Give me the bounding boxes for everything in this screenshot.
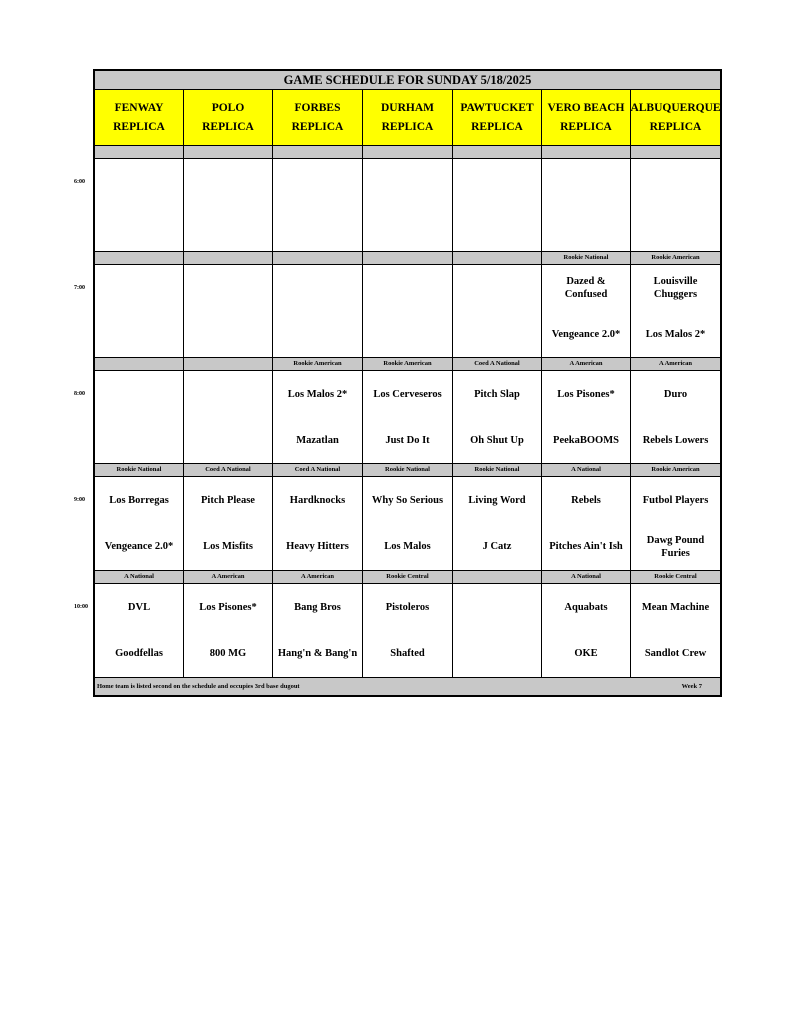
footer-note: Home team is listed second on the schedule and occupies 3rd base dugout	[97, 683, 300, 690]
home-team: Oh Shut Up	[470, 434, 524, 446]
game-cell	[631, 584, 720, 678]
home-team	[226, 311, 230, 357]
schedule-footer	[95, 678, 720, 695]
away-team	[316, 265, 320, 311]
division-label	[273, 146, 363, 159]
division-label: Rookie American	[273, 358, 363, 371]
field-sub: REPLICA	[381, 121, 434, 134]
division-label	[95, 146, 184, 159]
home-team: Just Do It	[385, 434, 430, 446]
game-cell	[542, 584, 631, 678]
division-label	[95, 252, 184, 265]
away-team: Los Malos 2*	[287, 388, 348, 400]
division-band-row	[95, 146, 720, 159]
away-team: Pitch Slap	[474, 388, 520, 400]
game-cell	[273, 477, 363, 571]
schedule-table	[93, 69, 722, 697]
game-cell	[631, 371, 720, 464]
division-band-row	[95, 571, 720, 584]
division-label: A American	[273, 571, 363, 584]
home-team: Goodfellas	[115, 648, 163, 660]
division-label: Rookie National	[542, 252, 631, 265]
away-team: Los Cerveseros	[373, 388, 442, 400]
away-team: Living Word	[468, 494, 526, 506]
home-team	[226, 205, 230, 251]
game-cell	[95, 159, 184, 252]
home-team	[137, 205, 141, 251]
game-cell	[453, 371, 542, 464]
away-team	[316, 159, 320, 205]
field-header-row	[95, 90, 720, 146]
game-cell	[363, 477, 453, 571]
home-team: Vengeance 2.0*	[104, 541, 174, 553]
away-team: Los Borregas	[109, 494, 169, 506]
division-label: Rookie National	[95, 464, 184, 477]
away-team	[495, 159, 499, 205]
field-name: VERO BEACH	[547, 101, 625, 114]
time-label: 10:00	[74, 604, 88, 610]
division-label: Coed A National	[453, 358, 542, 371]
away-team: Why So Serious	[371, 494, 444, 506]
division-label	[363, 252, 453, 265]
division-label: Rookie National	[453, 464, 542, 477]
field-name: PAWTUCKET	[460, 101, 534, 114]
game-cell	[273, 265, 363, 358]
division-label: Coed A National	[273, 464, 363, 477]
division-label: A American	[184, 571, 273, 584]
game-cell	[184, 159, 273, 252]
division-label	[453, 252, 542, 265]
division-label	[542, 146, 631, 159]
away-team: Futbol Players	[642, 494, 709, 506]
division-label: Rookie American	[363, 358, 453, 371]
division-label: A American	[631, 358, 720, 371]
home-team	[316, 311, 320, 357]
field-sub: REPLICA	[113, 121, 165, 134]
division-label	[184, 358, 273, 371]
away-team: Rebels	[571, 494, 601, 506]
game-cell	[631, 477, 720, 571]
field-sub: REPLICA	[291, 121, 344, 134]
division-label	[273, 252, 363, 265]
home-team	[406, 311, 410, 357]
division-band-row	[95, 358, 720, 371]
away-team: Bang Bros	[294, 601, 341, 613]
field-header-cell	[631, 90, 720, 146]
home-team: Vengeance 2.0*	[551, 328, 621, 340]
field-header-cell	[273, 90, 363, 146]
game-cell	[363, 265, 453, 358]
game-cell	[542, 159, 631, 252]
game-cell	[95, 477, 184, 571]
game-cell	[363, 371, 453, 464]
home-team	[495, 311, 499, 357]
time-label: 6:00	[74, 179, 85, 185]
away-team: Dazed & Confused	[564, 276, 608, 300]
home-team: Hang'n & Bang'n	[277, 648, 358, 660]
game-cell	[184, 265, 273, 358]
schedule-title: GAME SCHEDULE FOR SUNDAY 5/18/2025	[95, 71, 720, 90]
away-team	[226, 265, 230, 311]
away-team: Louisville Chuggers	[653, 276, 698, 300]
game-cell	[184, 371, 273, 464]
division-label: A National	[542, 464, 631, 477]
division-band-row	[95, 252, 720, 265]
game-cell	[184, 477, 273, 571]
time-slot-row	[95, 584, 720, 678]
away-team	[226, 159, 230, 205]
home-team: Pitches Ain't Ish	[549, 541, 623, 553]
home-team	[674, 205, 678, 251]
home-team: Dawg Pound Furies	[646, 534, 705, 559]
home-team: PeekaBOOMS	[553, 434, 619, 446]
away-team: DVL	[127, 601, 151, 613]
away-team	[495, 584, 499, 631]
away-team: Los Pisones*	[199, 601, 257, 613]
home-team	[137, 311, 141, 357]
field-name: POLO	[211, 101, 245, 114]
game-cell	[453, 584, 542, 678]
home-team: Mazatlan	[296, 434, 339, 446]
game-cell	[184, 584, 273, 678]
division-label	[363, 146, 453, 159]
time-slot-row	[95, 265, 720, 358]
field-header-cell	[453, 90, 542, 146]
home-team	[226, 417, 230, 463]
home-team	[584, 205, 588, 251]
away-team: Mean Machine	[641, 601, 710, 613]
home-team: Shafted	[390, 648, 425, 660]
division-label	[631, 146, 720, 159]
home-team: Los Misfits	[203, 541, 253, 553]
game-cell	[273, 159, 363, 252]
away-team: Los Pisones*	[557, 388, 615, 400]
time-slot-row	[95, 477, 720, 571]
away-team	[674, 159, 678, 205]
game-cell	[631, 265, 720, 358]
division-label: A National	[95, 571, 184, 584]
field-name: ALBUQUERQUE	[630, 101, 721, 114]
game-cell	[273, 371, 363, 464]
home-team	[495, 205, 499, 251]
away-team: Duro	[663, 388, 688, 400]
game-cell	[95, 371, 184, 464]
division-label: Rookie Central	[363, 571, 453, 584]
away-team	[406, 159, 410, 205]
division-label: A American	[542, 358, 631, 371]
field-header-cell	[363, 90, 453, 146]
home-team: Los Malos	[384, 541, 431, 553]
division-label: Rookie National	[363, 464, 453, 477]
away-team	[137, 371, 141, 417]
division-label: A National	[542, 571, 631, 584]
game-cell	[95, 265, 184, 358]
week-label: Week 7	[681, 683, 702, 690]
field-header-cell	[184, 90, 273, 146]
home-team: 800 MG	[209, 648, 247, 660]
home-team	[316, 205, 320, 251]
home-team: Sandlot Crew	[644, 648, 707, 660]
division-label	[184, 146, 273, 159]
field-header-cell	[542, 90, 631, 146]
game-cell	[453, 477, 542, 571]
away-team	[584, 159, 588, 205]
division-band-row	[95, 464, 720, 477]
field-name: FENWAY	[114, 101, 164, 114]
home-team: J Catz	[482, 541, 512, 553]
away-team: Aquabats	[564, 601, 608, 613]
home-team: Los Malos 2*	[645, 328, 706, 340]
home-team	[406, 205, 410, 251]
game-cell	[542, 477, 631, 571]
division-label	[453, 571, 542, 584]
division-label	[453, 146, 542, 159]
home-team: Heavy Hitters	[286, 541, 349, 553]
field-header-cell	[95, 90, 184, 146]
home-team	[495, 631, 499, 678]
division-label	[95, 358, 184, 371]
away-team	[137, 265, 141, 311]
game-cell	[542, 265, 631, 358]
away-team	[226, 371, 230, 417]
away-team: Pitch Please	[201, 494, 255, 506]
time-label: 7:00	[74, 285, 85, 291]
time-label: 8:00	[74, 391, 85, 397]
away-team	[495, 265, 499, 311]
home-team: Rebels Lowers	[642, 434, 709, 446]
game-cell	[363, 584, 453, 678]
field-sub: REPLICA	[202, 121, 254, 134]
away-team	[137, 159, 141, 205]
away-team: Pistoleros	[385, 601, 430, 613]
game-cell	[273, 584, 363, 678]
game-cell	[95, 584, 184, 678]
game-cell	[542, 371, 631, 464]
game-cell	[631, 159, 720, 252]
game-cell	[453, 265, 542, 358]
division-label: Rookie Central	[631, 571, 720, 584]
field-name: DURHAM	[380, 101, 435, 114]
field-sub: REPLICA	[560, 121, 612, 134]
division-label	[184, 252, 273, 265]
division-label: Coed A National	[184, 464, 273, 477]
time-slot-row	[95, 371, 720, 464]
game-cell	[453, 159, 542, 252]
field-sub: REPLICA	[471, 121, 523, 134]
away-team	[406, 265, 410, 311]
time-slot-row	[95, 159, 720, 252]
game-cell	[363, 159, 453, 252]
away-team: Hardknocks	[289, 494, 346, 506]
home-team	[137, 417, 141, 463]
time-label: 9:00	[74, 497, 85, 503]
division-label: Rookie American	[631, 464, 720, 477]
field-name: FORBES	[294, 101, 341, 114]
home-team: OKE	[574, 648, 598, 660]
division-label: Rookie American	[631, 252, 720, 265]
field-sub: REPLICA	[649, 121, 702, 134]
